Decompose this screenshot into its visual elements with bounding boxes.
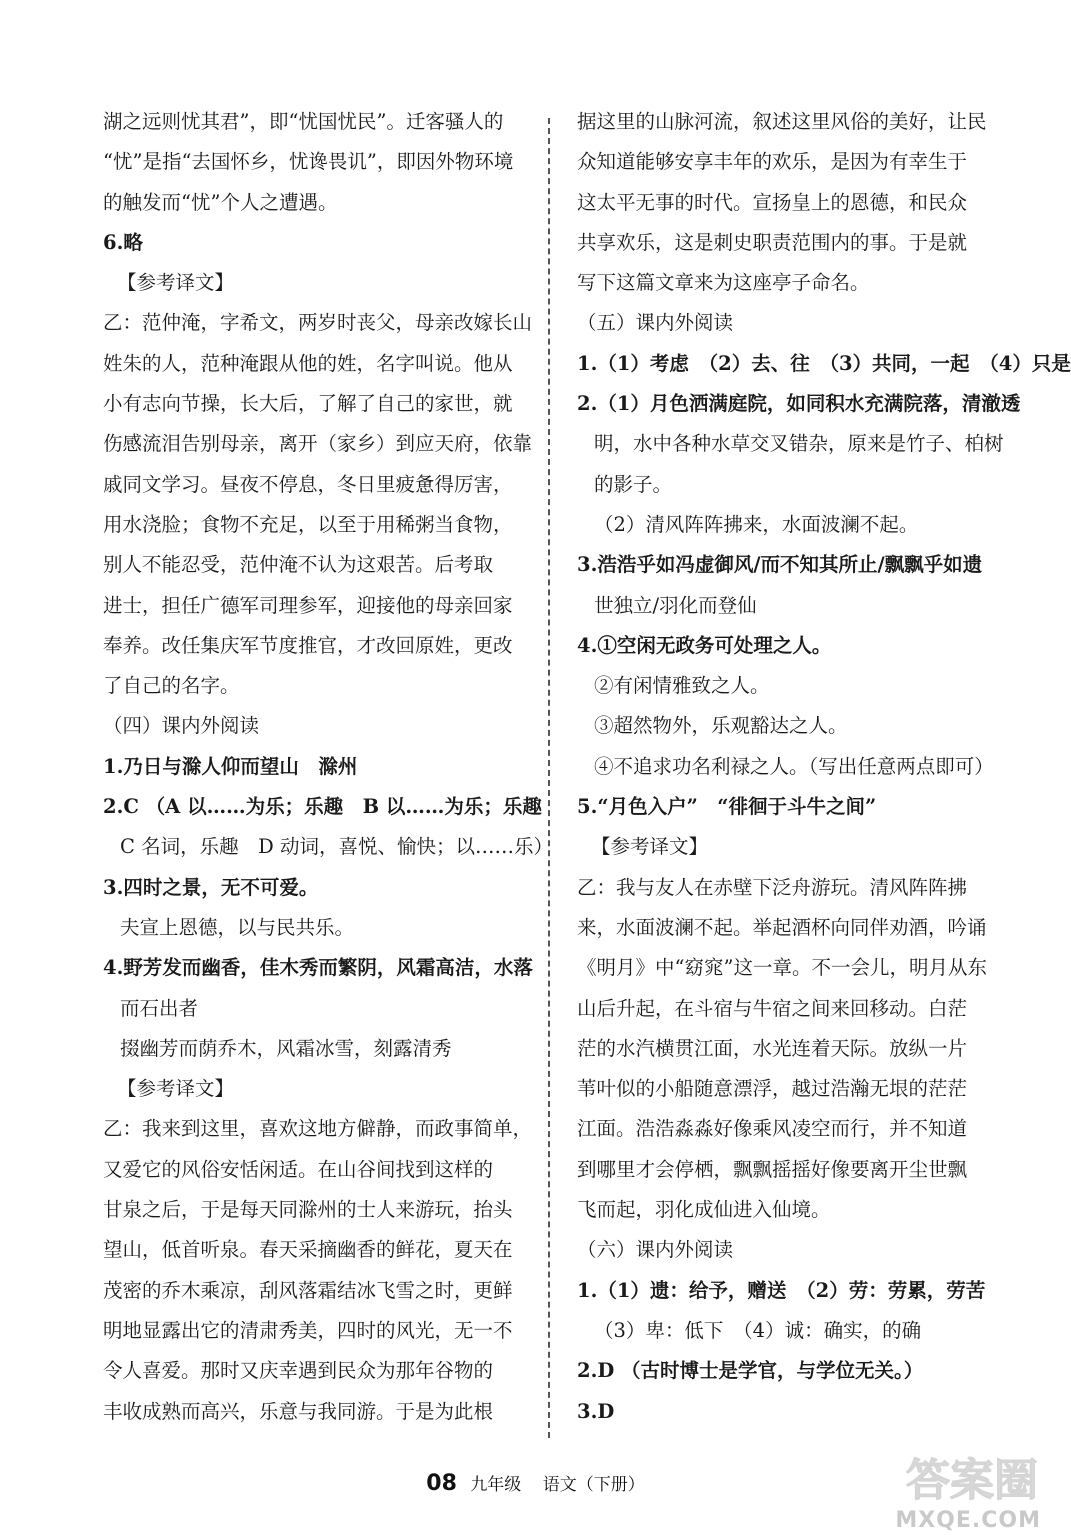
text-line: ④不追求功名利禄之人。（写出任意两点即可） — [594, 754, 994, 778]
text-line: 用水浇脸；食物不充足，以至于用稀粥当食物， — [103, 512, 513, 536]
text-line: 奉养。改任集庆军节度推官，才改回原姓，更改 — [103, 633, 513, 657]
text-line: 来，水面波澜不起。举起酒杯向同伴劝酒，吟诵 — [577, 915, 987, 939]
text-line: 明，水中各种水草交叉错杂，原来是竹子、柏树 — [594, 432, 1004, 456]
text-line: 3.D — [577, 1399, 615, 1423]
text-line: 茂密的乔木乘凉，刮风落霜结冰飞雪之时，更鲜 — [103, 1278, 513, 1302]
text-line: 1.（1）考虑 （2）去、往 （3）共同，一起 （4）只是 — [577, 351, 1071, 375]
text-line: （五）课内外阅读 — [577, 311, 734, 335]
text-line: 众知道能够安享丰年的欢乐，是因为有幸生于 — [577, 150, 968, 174]
right-column — [577, 102, 1071, 1432]
watermark-url: MXQE.COM — [895, 1508, 1041, 1533]
text-line: 乙：我与友人在赤壁下泛舟游玩。清风阵阵拂 — [577, 875, 968, 899]
text-line: 2.C （A 以……为乐；乐趣 B 以……为乐；乐趣 — [103, 795, 542, 819]
text-line: 夫宣上恩德，以与民共乐。 — [120, 915, 355, 939]
text-line: 4.①空闲无政务可处理之人。 — [577, 633, 832, 657]
text-line: 山后升起，在斗宿与牛宿之间来回移动。白茫 — [577, 996, 968, 1020]
text-line: 【参考译文】 — [117, 1077, 235, 1101]
subject-label: 语文（下册） — [542, 1475, 645, 1495]
text-line: 湖之远则忧其君”，即“忧国忧民”。迁客骚人的 — [103, 110, 504, 133]
text-line: 共享欢乐，这是刺史职责范围内的事。于是就 — [577, 230, 968, 254]
text-line: 《明月》中“窈窕”这一章。不一会儿，明月从东 — [577, 956, 987, 980]
text-line: 甘泉之后，于是每天同滁州的士人来游玩，抬头 — [103, 1198, 513, 1222]
text-line: 的影子。 — [594, 472, 673, 496]
text-line: （3）卑：低下 （4）诚：确实，的确 — [594, 1318, 922, 1342]
text-line: （四）课内外阅读 — [103, 714, 260, 738]
text-line: 乙：范仲淹，字希文，两岁时丧父，母亲改嫁长山 — [103, 311, 533, 335]
text-line: 6.略 — [103, 230, 143, 254]
text-line: 的触发而“忧”个人之遭遇。 — [103, 190, 338, 214]
text-line: ②有闲情雅致之人。 — [594, 674, 770, 698]
text-line: 1.（1）遗：给予，赠送 （2）劳：劳累，劳苦 — [577, 1278, 986, 1302]
text-line: 【参考译文】 — [591, 835, 709, 859]
text-line: （2）清风阵阵拂来，水面波澜不起。 — [594, 512, 919, 536]
text-line: 望山，低首听泉。春天采摘幽香的鲜花，夏天在 — [103, 1238, 513, 1262]
page-number: 08 — [426, 1471, 457, 1496]
text-line: 3.浩浩乎如冯虚御风/而不知其所止/飘飘乎如遗 — [577, 553, 983, 577]
text-line: 掇幽芳而荫乔木，风霜冰雪，刻露清秀 — [120, 1036, 452, 1060]
text-line: 而石出者 — [120, 996, 199, 1020]
text-line: 3.四时之景，无不可爱。 — [103, 875, 319, 899]
text-line: 2.D （古时博士是学官，与学位无关。） — [577, 1359, 924, 1383]
text-line: （六）课内外阅读 — [577, 1238, 734, 1262]
text-line: 令人喜爱。那时又庆幸遇到民众为那年谷物的 — [103, 1359, 494, 1383]
text-line: 茫的水汽横贯江面，水光连着天际。放纵一片 — [577, 1036, 968, 1060]
text-line: 苇叶似的小船随意漂浮，越过浩瀚无垠的茫茫 — [577, 1077, 968, 1101]
text-line: 写下这篇文章来为这座亭子命名。 — [577, 271, 870, 295]
text-line: 别人不能忍受，范仲淹不认为这艰苦。后考取 — [103, 553, 494, 577]
text-line: 江面。浩浩淼淼好像乘风凌空而行，并不知道 — [577, 1117, 968, 1141]
text-line: 到哪里才会停栖，飘飘摇摇好像要离开尘世飘 — [577, 1157, 968, 1181]
text-line: 了自己的名字。 — [103, 674, 240, 698]
text-line: 据这里的山脉河流，叙述这里风俗的美好，让民 — [577, 110, 987, 133]
text-line: 丰收成熟而高兴，乐意与我同游。于是为此根 — [103, 1399, 494, 1423]
text-line: 戚同文学习。昼夜不停息，冬日里疲惫得厉害， — [103, 472, 513, 496]
text-line: 明地显露出它的清肃秀美，四时的风光，无一不 — [103, 1318, 513, 1342]
text-line: “忧”是指“去国怀乡，忧谗畏讥”，即因外物环境 — [103, 150, 514, 174]
text-line: 2.（1）月色洒满庭院，如同积水充满院落，清澈透 — [577, 392, 1021, 416]
text-line: 这太平无事的时代。宣扬皇上的恩德，和民众 — [577, 190, 968, 214]
text-line: 【参考译文】 — [117, 271, 235, 295]
text-line: 乙：我来到这里，喜欢这地方僻静，而政事简单， — [103, 1117, 533, 1141]
text-line: 飞而起，羽化成仙进入仙境。 — [577, 1198, 831, 1222]
text-line: 伤感流泪告别母亲，离开（家乡）到应天府，依靠 — [103, 432, 533, 456]
text-line: C 名词，乐趣 D 动词，喜悦、愉快；以……乐） — [120, 835, 553, 859]
svg-text:答案圈: 答案圈 — [906, 1455, 1038, 1506]
left-column — [103, 102, 553, 1432]
text-line: 姓朱的人，范种淹跟从他的姓，名字叫说。他从 — [103, 351, 513, 375]
text-line: 5.“月色入户” “徘徊于斗牛之间” — [577, 795, 877, 819]
text-line: 世独立/羽化而登仙 — [594, 593, 757, 617]
text-line: 又爱它的风俗安恬闲适。在山谷间找到这样的 — [103, 1157, 494, 1181]
grade-label: 九年级 — [470, 1475, 522, 1495]
text-line: 1.乃日与滁人仰而望山 滁州 — [103, 754, 358, 778]
text-line: ③超然物外，乐观豁达之人。 — [594, 714, 848, 738]
column-divider — [548, 118, 550, 1438]
text-line: 进士，担任广德军司理参军，迎接他的母亲回家 — [103, 593, 513, 617]
text-line: 小有志向节操，长大后，了解了自己的家世，就 — [103, 392, 513, 416]
text-line: 4.野芳发而幽香，佳木秀而繁阴，风霜高洁，水落 — [103, 956, 533, 980]
